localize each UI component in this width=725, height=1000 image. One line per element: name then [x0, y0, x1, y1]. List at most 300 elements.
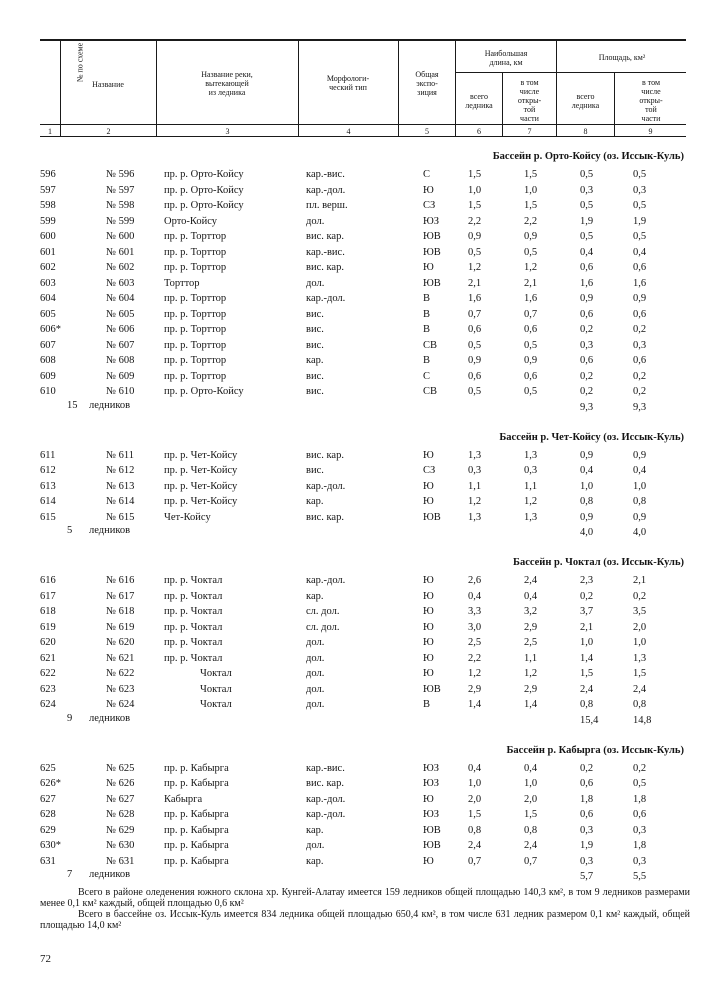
cell-river-name: пр. р. Чоктал [164, 652, 223, 664]
cell-area-total: 0,5 [580, 200, 594, 211]
header-divider [455, 40, 456, 136]
section-total-row [0, 400, 725, 417]
header-length-open-line: в том [520, 78, 539, 87]
cell-morph-type: кар.-дол. [306, 293, 346, 304]
cell-area-open: 1,8 [633, 793, 647, 805]
cell-exposition: СЗ [423, 465, 436, 476]
cell-glacier-name: № 607 [106, 339, 135, 351]
cell-area-open: 1,9 [633, 215, 647, 227]
cell-area-total: 1,0 [580, 637, 594, 648]
header-area-open-line: в том [641, 78, 661, 87]
cell-glacier-name: № 629 [106, 824, 135, 836]
cell-glacier-name: № 616 [106, 575, 135, 586]
cell-morph-type: вис. [306, 465, 324, 476]
table-row [0, 463, 725, 479]
header-length-group [457, 49, 555, 67]
cell-morph-type: кар. [306, 824, 324, 836]
cell-glacier-name: № 626 [106, 778, 135, 789]
header-length-line: Наибольшая [484, 49, 528, 58]
cell-glacier-name: № 622 [106, 668, 135, 679]
cell-area-open: 0,6 [633, 355, 647, 366]
cell-area-open: 2,1 [633, 575, 647, 586]
cell-length-total: 0,5 [468, 246, 482, 258]
header-divider [298, 40, 299, 136]
cell-glacier-name: № 601 [106, 246, 135, 258]
section-gap [0, 417, 725, 431]
basin-heading [0, 431, 725, 448]
cell-river-name: пр. р. Чоктал [164, 590, 223, 602]
summary-paragraph: Всего в бассейне оз. Иссык-Куль имеется 834 ледника общей площадью 650,4 км², в том числе 631 ледник размером 0,1 км² каждый, общей площадью 14,0 км² [40, 909, 690, 931]
table-row [0, 353, 725, 369]
section-total-row [0, 525, 725, 542]
table-row [0, 214, 725, 230]
cell-exposition: Ю [423, 855, 434, 867]
cell-length-total: 1,5 [468, 809, 482, 820]
header-exposition [400, 70, 454, 97]
cell-area-total: 0,8 [580, 699, 594, 710]
cell-exposition: Ю [423, 621, 434, 633]
table-row [0, 167, 725, 183]
cell-river-name: пр. р. Орто-Койсу [164, 169, 244, 180]
cell-scheme-number: 597 [40, 184, 56, 196]
table-row [0, 183, 725, 199]
basin-title: Бассейн р. Орто-Койсу (оз. Иссык-Куль) [492, 151, 684, 162]
cell-glacier-name: № 617 [106, 590, 135, 602]
cell-scheme-number: 624 [40, 699, 56, 710]
cell-area-open: 1,5 [633, 668, 647, 679]
cell-river-name: пр. р. Торттор [164, 293, 227, 304]
column-number: 3 [225, 127, 230, 136]
cell-river-name: пр. р. Чоктал [164, 575, 223, 586]
cell-scheme-number: 619 [40, 621, 56, 633]
cell-exposition: Ю [423, 606, 434, 617]
cell-glacier-name: № 602 [106, 262, 135, 273]
cell-scheme-number: 623 [40, 683, 56, 695]
table-row [0, 651, 725, 667]
cell-glacier-name: № 611 [106, 449, 135, 461]
cell-exposition: Ю [423, 637, 434, 648]
column-number: 8 [583, 127, 588, 136]
cell-scheme-number: 611 [40, 449, 56, 461]
cell-morph-type: дол. [306, 840, 325, 851]
cell-glacier-name: № 610 [106, 386, 135, 397]
cell-length-open: 0,4 [524, 762, 538, 774]
total-label: ледников [89, 399, 131, 411]
cell-glacier-name: № 631 [106, 855, 135, 867]
cell-scheme-number: 598 [40, 200, 56, 211]
header-divider [556, 40, 557, 136]
cell-glacier-name: № 614 [106, 496, 135, 507]
table-row [0, 573, 725, 589]
cell-length-total: 2,2 [468, 215, 482, 227]
cell-area-total: 0,3 [580, 855, 594, 867]
cell-river-name: пр. р. Торттор [164, 324, 227, 335]
cell-area-open: 0,5 [633, 200, 647, 211]
cell-glacier-name: № 624 [106, 699, 135, 710]
table-row [0, 682, 725, 698]
cell-river-name: пр. р. Орто-Койсу [164, 386, 244, 397]
header-area-open-line: той [645, 105, 657, 114]
cell-area-open: 0,3 [633, 339, 647, 351]
header-numbers-rule [40, 124, 686, 125]
cell-scheme-number: 613 [40, 480, 56, 492]
cell-exposition: ЮЗ [423, 762, 440, 774]
header-area-open [616, 78, 686, 123]
header-area-open-line: числе [641, 87, 661, 96]
table-row [0, 807, 725, 823]
cell-river-name: пр. р. Торттор [164, 370, 227, 382]
cell-exposition: В [423, 699, 431, 710]
header-bottom-rule [40, 136, 686, 137]
cell-area-open: 0,9 [633, 511, 647, 523]
cell-area-total: 0,9 [580, 293, 594, 304]
table-row [0, 776, 725, 792]
cell-exposition: ЮВ [423, 683, 441, 695]
total-label: ледников [89, 712, 131, 724]
cell-length-total: 1,5 [468, 169, 482, 180]
cell-area-total: 0,6 [580, 262, 594, 273]
column-number: 4 [346, 127, 351, 136]
header-exposition-line: экспо- [416, 79, 438, 88]
column-number: 9 [648, 127, 653, 136]
cell-scheme-number: 627 [40, 793, 56, 805]
cell-morph-type: кар. [306, 855, 324, 867]
total-open-area: 14,8 [633, 714, 652, 726]
cell-morph-type: пл. верш. [306, 200, 348, 211]
basin-heading [0, 150, 725, 167]
cell-area-open: 1,0 [633, 637, 647, 648]
cell-morph-type: вис. кар. [306, 778, 344, 789]
cell-glacier-name: № 619 [106, 621, 135, 633]
table-row [0, 338, 725, 354]
cell-area-open: 0,4 [633, 246, 647, 258]
cell-river-name: пр. р. Чет-Койсу [164, 480, 238, 492]
cell-morph-type: вис. кар. [306, 231, 344, 242]
table-row [0, 854, 725, 870]
cell-length-total: 0,6 [468, 370, 482, 382]
table-header [0, 0, 725, 140]
cell-glacier-name: № 618 [106, 606, 135, 617]
cell-length-open: 1,5 [524, 169, 538, 180]
cell-morph-type: вис. кар. [306, 511, 344, 523]
cell-scheme-number: 599 [40, 215, 56, 227]
total-count: 5 [67, 525, 73, 536]
cell-exposition: Ю [423, 496, 434, 507]
total-label: ледников [89, 525, 131, 536]
cell-area-open: 0,5 [633, 778, 647, 789]
header-divider [60, 40, 61, 136]
cell-length-open: 1,3 [524, 511, 538, 523]
cell-area-open: 0,6 [633, 809, 647, 820]
cell-area-total: 2,1 [580, 621, 594, 633]
cell-length-open: 1,4 [524, 699, 538, 710]
header-river [158, 70, 296, 97]
cell-length-total: 0,9 [468, 355, 482, 366]
cell-river-name: пр. р. Торттор [164, 231, 227, 242]
header-scheme-number: № по схеме [75, 42, 85, 83]
cell-area-total: 2,3 [580, 575, 594, 586]
table-row [0, 604, 725, 620]
cell-exposition: Ю [423, 449, 434, 461]
cell-scheme-number: 622 [40, 668, 56, 679]
cell-scheme-number: 612 [40, 465, 56, 476]
cell-exposition: С [423, 370, 431, 382]
total-count: 7 [67, 869, 73, 880]
cell-area-open: 0,2 [633, 370, 647, 382]
cell-area-open: 0,8 [633, 496, 647, 507]
cell-area-total: 0,2 [580, 370, 594, 382]
cell-exposition: СВ [423, 386, 438, 397]
header-river-line: вытекающей [205, 79, 249, 88]
cell-area-open: 0,6 [633, 262, 647, 273]
header-length-line: длина, км [489, 58, 523, 67]
cell-exposition: Ю [423, 575, 434, 586]
cell-morph-type: сл. дол. [306, 621, 340, 633]
section-gap [0, 542, 725, 556]
table-row [0, 322, 725, 338]
section-total-row [0, 713, 725, 730]
cell-glacier-name: № 597 [106, 184, 135, 196]
cell-area-open: 0,4 [633, 465, 647, 476]
header-subline-left [455, 72, 686, 73]
cell-scheme-number: 629 [40, 824, 56, 836]
table-row [0, 494, 725, 510]
cell-river-name: пр. р. Кабырга [164, 809, 229, 820]
table-row [0, 291, 725, 307]
cell-river-name: пр. р. Кабырга [164, 778, 229, 789]
cell-length-total: 0,4 [468, 762, 482, 774]
header-length-total-line: всего [469, 92, 488, 101]
header-exposition-line: зиция [417, 88, 437, 97]
cell-length-total: 3,3 [468, 606, 482, 617]
cell-length-total: 1,2 [468, 496, 482, 507]
cell-scheme-number: 616 [40, 575, 56, 586]
total-area: 9,3 [580, 401, 594, 413]
cell-morph-type: сл. дол. [306, 606, 340, 617]
header-exposition-line: Общая [415, 70, 439, 79]
header-length-open-line: откры- [517, 96, 542, 105]
cell-morph-type: вис. [306, 339, 324, 351]
table-row [0, 276, 725, 292]
cell-scheme-number: 631 [40, 855, 56, 867]
cell-length-total: 1,2 [468, 668, 482, 679]
header-area-total-line: ледника [571, 101, 600, 110]
cell-exposition: В [423, 324, 431, 335]
table-row [0, 823, 725, 839]
cell-length-total: 0,9 [468, 231, 482, 242]
header-divider [156, 40, 157, 136]
header-river-line: Название реки, [201, 70, 253, 79]
header-area-group: Площадь, км² [598, 53, 646, 62]
page-number: 72 [40, 953, 51, 965]
cell-river-name: пр. р. Чоктал [164, 606, 223, 617]
cell-river-name: пр. р. Торттор [164, 355, 227, 366]
cell-scheme-number: 604 [40, 293, 56, 304]
cell-length-open: 0,5 [524, 386, 538, 397]
total-open-area: 5,5 [633, 871, 647, 882]
cell-length-open: 2,4 [524, 575, 538, 586]
cell-morph-type: кар.-дол. [306, 575, 346, 586]
cell-morph-type: кар. [306, 496, 324, 507]
cell-area-open: 0,5 [633, 231, 647, 242]
cell-glacier-name: № 625 [106, 762, 135, 774]
cell-length-total: 1,0 [468, 778, 482, 789]
total-area: 5,7 [580, 871, 594, 882]
cell-exposition: СЗ [423, 200, 436, 211]
table-row [0, 229, 725, 245]
cell-morph-type: кар.-дол. [306, 184, 346, 196]
cell-area-open: 0,5 [633, 169, 647, 180]
cell-morph-type: кар. [306, 355, 324, 366]
header-length-total [457, 92, 501, 110]
cell-area-open: 1,0 [633, 480, 647, 492]
table-row [0, 198, 725, 214]
cell-area-total: 0,3 [580, 824, 594, 836]
section-gap [0, 730, 725, 744]
cell-area-total: 0,4 [580, 465, 594, 476]
cell-length-open: 0,6 [524, 324, 538, 335]
cell-length-total: 1,5 [468, 200, 482, 211]
cell-exposition: В [423, 293, 431, 304]
cell-length-open: 2,9 [524, 621, 538, 633]
table-row [0, 260, 725, 276]
cell-area-total: 0,8 [580, 496, 594, 507]
cell-glacier-name: № 604 [106, 293, 135, 304]
cell-scheme-number: 630* [40, 840, 61, 851]
header-length-open-line: части [520, 114, 539, 123]
summary-notes [40, 887, 690, 931]
cell-river-name: пр. р. Торттор [164, 308, 227, 320]
basin-title: Бассейн р. Чоктал (оз. Иссык-Куль) [513, 557, 684, 568]
cell-area-total: 0,9 [580, 449, 594, 461]
cell-exposition: Ю [423, 480, 434, 492]
cell-morph-type: вис. кар. [306, 449, 344, 461]
cell-exposition: Ю [423, 668, 434, 679]
cell-morph-type: вис. кар. [306, 262, 344, 273]
cell-length-open: 1,0 [524, 184, 538, 196]
table-row [0, 448, 725, 464]
total-open-area: 9,3 [633, 401, 647, 413]
cell-river-name: Чоктал [200, 683, 232, 695]
cell-area-open: 1,3 [633, 652, 647, 664]
cell-river-name: пр. р. Орто-Койсу [164, 184, 244, 196]
cell-area-total: 1,8 [580, 793, 594, 805]
header-morph-line: Морфологи- [326, 74, 370, 83]
cell-morph-type: дол. [306, 637, 325, 648]
table-row [0, 307, 725, 323]
cell-scheme-number: 614 [40, 496, 56, 507]
table-row [0, 620, 725, 636]
cell-area-total: 0,2 [580, 386, 594, 397]
cell-length-open: 1,2 [524, 262, 538, 273]
cell-river-name: пр. р. Кабырга [164, 855, 229, 867]
cell-length-open: 0,5 [524, 246, 538, 258]
header-morph-type [300, 74, 396, 92]
cell-morph-type: дол. [306, 652, 325, 664]
column-number: 1 [48, 127, 52, 136]
cell-glacier-name: № 630 [106, 840, 135, 851]
cell-river-name: пр. р. Торттор [164, 262, 227, 273]
cell-river-name: Орто-Койсу [164, 215, 218, 227]
cell-exposition: Ю [423, 652, 434, 664]
cell-scheme-number: 602 [40, 262, 56, 273]
cell-morph-type: кар.-дол. [306, 809, 346, 820]
cell-river-name: Чоктал [200, 668, 232, 679]
total-label: ледников [89, 869, 131, 880]
cell-area-total: 0,6 [580, 778, 594, 789]
cell-area-total: 0,5 [580, 169, 594, 180]
cell-morph-type: дол. [306, 668, 325, 679]
cell-scheme-number: 607 [40, 339, 56, 351]
cell-glacier-name: № 620 [106, 637, 135, 648]
section-total-row [0, 869, 725, 886]
cell-area-open: 0,8 [633, 699, 647, 710]
table-row [0, 510, 725, 526]
table-row [0, 697, 725, 713]
cell-scheme-number: 621 [40, 652, 56, 664]
cell-morph-type: кар.-вис. [306, 762, 345, 774]
cell-glacier-name: № 612 [106, 465, 135, 476]
cell-morph-type: дол. [306, 215, 325, 227]
cell-exposition: Ю [423, 262, 434, 273]
cell-glacier-name: № 596 [106, 169, 135, 180]
cell-area-open: 0,6 [633, 308, 647, 320]
cell-area-total: 3,7 [580, 606, 594, 617]
cell-glacier-name: № 628 [106, 809, 135, 820]
cell-scheme-number: 618 [40, 606, 56, 617]
header-top-rule [40, 39, 686, 41]
cell-exposition: ЮЗ [423, 215, 440, 227]
cell-river-name: Торттор [164, 277, 200, 289]
cell-glacier-name: № 600 [106, 231, 135, 242]
cell-scheme-number: 617 [40, 590, 56, 602]
cell-area-open: 0,2 [633, 762, 647, 774]
cell-length-open: 2,9 [524, 683, 538, 695]
cell-morph-type: кар. [306, 590, 324, 602]
cell-area-total: 2,4 [580, 683, 594, 695]
cell-length-total: 1,3 [468, 449, 482, 461]
cell-scheme-number: 628 [40, 809, 56, 820]
cell-exposition: ЮВ [423, 511, 441, 523]
cell-length-total: 0,5 [468, 339, 482, 351]
total-count: 15 [67, 399, 78, 411]
cell-length-open: 2,0 [524, 793, 538, 805]
header-length-open-line: той [523, 105, 536, 114]
total-count: 9 [67, 712, 73, 724]
cell-area-total: 0,5 [580, 231, 594, 242]
cell-glacier-name: № 606 [106, 324, 135, 335]
cell-length-open: 3,2 [524, 606, 538, 617]
header-area-open-line: части [641, 114, 661, 123]
cell-length-open: 1,0 [524, 778, 538, 789]
cell-morph-type: дол. [306, 277, 325, 289]
cell-exposition: ЮЗ [423, 778, 440, 789]
cell-glacier-name: № 627 [106, 793, 135, 805]
cell-glacier-name: № 599 [106, 215, 135, 227]
cell-scheme-number: 601 [40, 246, 56, 258]
cell-scheme-number: 626* [40, 778, 61, 789]
cell-area-total: 1,9 [580, 215, 594, 227]
header-area-total [558, 92, 613, 110]
cell-glacier-name: № 608 [106, 355, 135, 366]
cell-area-total: 0,3 [580, 184, 594, 196]
cell-exposition: Ю [423, 590, 434, 602]
cell-length-total: 0,8 [468, 824, 482, 836]
cell-length-total: 2,0 [468, 793, 482, 805]
cell-length-total: 1,4 [468, 699, 482, 710]
cell-exposition: ЮВ [423, 277, 441, 289]
cell-length-open: 1,2 [524, 496, 538, 507]
